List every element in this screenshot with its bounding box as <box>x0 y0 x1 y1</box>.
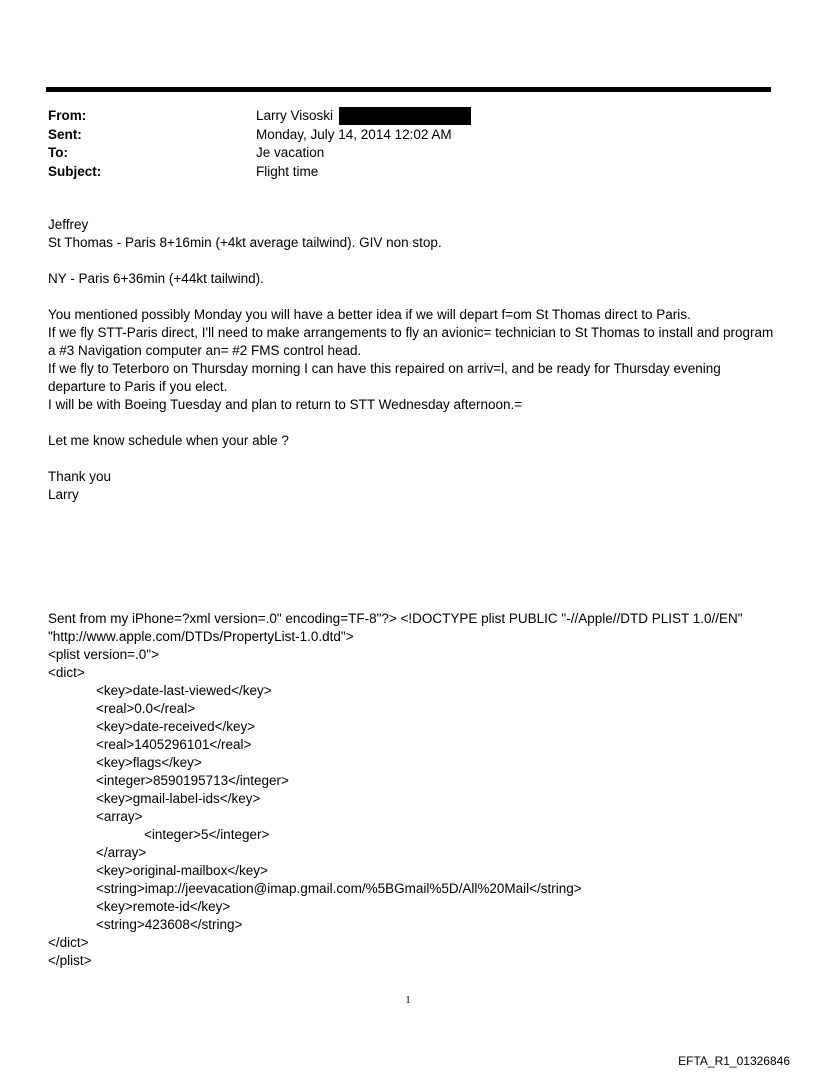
page-number: 1 <box>405 994 411 1006</box>
body-line: Let me know schedule when your able ? <box>48 433 289 448</box>
xml-line: <real>0.0</real> <box>96 701 196 716</box>
xml-line: <string>423608</string> <box>96 917 243 932</box>
from-row <box>48 107 471 126</box>
xml-line: "http://www.apple.com/DTDs/PropertyList-1.0.dtd"> <box>48 629 354 644</box>
body-line: If we fly STT-Paris direct, I'll need to make arrangements to fly an avionic= technician to St Thomas to install and program a #3 Navigation computer an= #2 FMS control head. <box>48 325 774 358</box>
body-line: NY - Paris 6+36min (+44kt tailwind). <box>48 271 264 286</box>
xml-line: <integer>5</integer> <box>144 827 270 842</box>
xml-line: <key>gmail-label-ids</key> <box>96 791 261 806</box>
xml-line: </plist> <box>48 953 92 968</box>
email-body <box>48 216 778 504</box>
xml-line: <dict> <box>48 665 85 680</box>
from-name: Larry Visoski <box>256 108 334 123</box>
xml-line: <real>1405296101</real> <box>96 737 252 752</box>
header-divider <box>46 87 771 92</box>
xml-line: <key>original-mailbox</key> <box>96 863 268 878</box>
xml-line: <key>remote-id</key> <box>96 899 231 914</box>
body-line: If we fly to Teterboro on Thursday morning I can have this repaired on arriv=l, and be ready for Thursday evening departure to Paris if you elect. <box>48 361 721 394</box>
body-line: You mentioned possibly Monday you will have a better idea if we will depart f=om St Thomas direct to Paris. <box>48 307 691 322</box>
signature: Larry <box>48 487 79 502</box>
xml-line: <plist version=.0"> <box>48 647 159 662</box>
xml-line: <key>date-received</key> <box>96 719 256 734</box>
from-value <box>256 107 471 126</box>
from-label: From: <box>48 108 87 123</box>
to-label: To: <box>48 145 68 160</box>
sent-row <box>48 126 471 145</box>
document-id: EFTA_R1_01326846 <box>678 1054 790 1068</box>
xml-line: Sent from my iPhone=?xml version=.0" encoding=TF-8"?> <!DOCTYPE plist PUBLIC "-//Apple//DTD PLIST 1.0//EN" <box>48 611 743 626</box>
to-row <box>48 144 471 163</box>
redaction-box <box>339 107 471 125</box>
sent-value: Monday, July 14, 2014 12:02 AM <box>256 126 452 142</box>
body-line: I will be with Boeing Tuesday and plan to return to STT Wednesday afternoon.= <box>48 397 523 412</box>
plist-metadata <box>48 610 778 970</box>
xml-line: </dict> <box>48 935 89 950</box>
xml-line: <key>flags</key> <box>96 755 202 770</box>
subject-value: Flight time <box>256 163 319 179</box>
xml-line: <string>imap://jeevacation@imap.gmail.com/%5BGmail%5D/All%20Mail</string> <box>96 881 582 896</box>
email-header <box>48 107 471 181</box>
body-line: Jeffrey <box>48 217 89 232</box>
subject-label: Subject: <box>48 163 102 179</box>
sent-label: Sent: <box>48 126 82 142</box>
to-value: Je vacation <box>256 145 325 160</box>
subject-row <box>48 163 471 182</box>
xml-line: <key>date-last-viewed</key> <box>96 683 272 698</box>
body-line: St Thomas - Paris 8+16min (+4kt average tailwind). GIV non stop. <box>48 235 442 250</box>
xml-line: </array> <box>96 845 147 860</box>
xml-line: <array> <box>96 809 143 824</box>
xml-line: <integer>8590195713</integer> <box>96 773 289 788</box>
body-line: Thank you <box>48 469 112 484</box>
